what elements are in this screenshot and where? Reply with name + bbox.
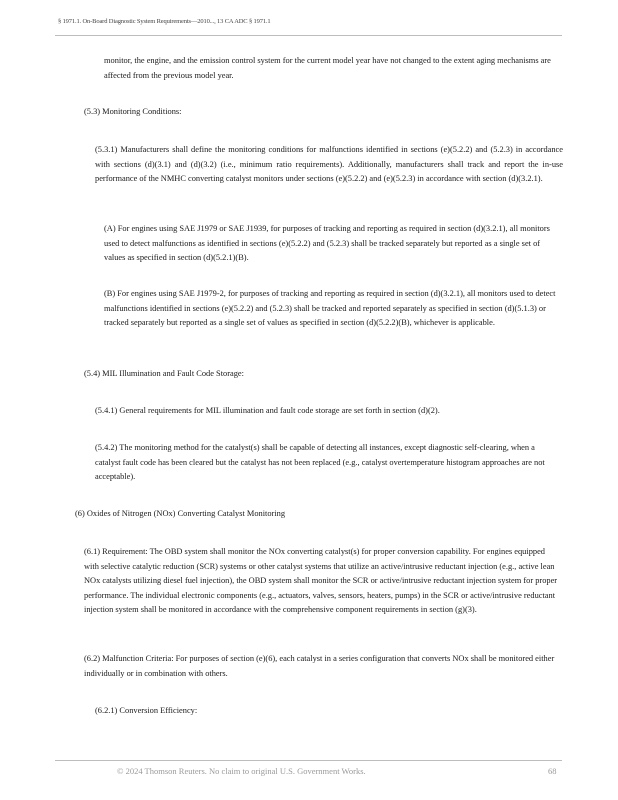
paragraph-continuation: monitor, the engine, and the emission control system for the current model year have not changed to the extent aging mechanisms are affected from the previous model year. [104,56,551,80]
paragraph-5-3-1-a: (A) For engines using SAE J1979 or SAE J1939, for purposes of tracking and reporting as required in section (d)(3.2.1), all monitors used to detect malfunctions as identified in sections (e)(5.2.2) and (5.2.3) shall be tracked separately but reported as a single set of values as specified in section (d)(5.2.1)(B). [104,224,550,263]
heading-5-4-mil-illumination: (5.4) MIL Illumination and Fault Code Storage: [84,369,244,378]
paragraph-6-1: (6.1) Requirement: The OBD system shall monitor the NOx converting catalyst(s) for proper conversion capability. For engines equipped with selective catalytic reduction (SCR) systems or other catalyst systems that utilize an active/intrusive reductant injection (e.g., active lean NOx catalysts utilizing diesel fuel injection), the OBD system shall monitor the SCR or active/intrusive reductant injection system for proper performance. The individual electronic components (e.g., actuators, valves, sensors, heaters, pumps) in the SCR or active/intrusive reductant injection system shall be monitored in accordance with the comprehensive component requirements in section (g)(3). [84,547,558,615]
footer-divider [55,760,562,761]
paragraph-6-2: (6.2) Malfunction Criteria: For purposes of section (e)(6), each catalyst in a series configuration that converts NOx shall be monitored either individually or in combination with others. [84,654,555,678]
paragraph-5-4-1: (5.4.1) General requirements for MIL illumination and fault code storage are set forth in section (d)(2). [95,406,440,415]
footer-copyright: © 2024 Thomson Reuters. No claim to original U.S. Government Works. [117,766,366,776]
paragraph-5-4-2: (5.4.2) The monitoring method for the catalyst(s) shall be capable of detecting all instances, except diagnostic self-clearing, when a catalyst fault code has been cleared but the catalyst has not been replaced (e.g., catalyst overtemperature histogram approaches are not acceptable). [95,443,545,482]
header-divider [55,35,562,36]
page-number: 68 [548,766,557,776]
heading-5-3-monitoring-conditions: (5.3) Monitoring Conditions: [84,107,182,116]
paragraph-5-3-1-b: (B) For engines using SAE J1979-2, for purposes of tracking and reporting as required in section (d)(3.2.1), all monitors used to detect malfunctions identified in sections (e)(5.2.2) and (5.2.3) shall be tracked and reported separately as specified in section (d)(5.1.3) or tracked separately but reported as a single set of values as specified in section (d)(5.2.2)(B), whichever is applicable. [104,289,556,328]
heading-6-nox-catalyst-monitoring: (6) Oxides of Nitrogen (NOx) Converting Catalyst Monitoring [75,509,286,518]
running-header: § 1971.1. On-Board Diagnostic System Requirements—2010..., 13 CA ADC § 1971.1 [58,18,271,25]
heading-6-2-1-conversion-efficiency: (6.2.1) Conversion Efficiency: [95,706,198,715]
paragraph-5-3-1: (5.3.1) Manufacturers shall define the monitoring conditions for malfunctions identified in sections (e)(5.2.2) and (5.2.3) in accordance with sections (d)(3.1) and (d)(3.2) (i.e., minimum ratio requirements). Additionally, manufacturers shall track and report the in-use performance of the NMHC converting catalyst monitors under sections (e)(5.2.2) and (e)(5.2.3) in accordance with section (d)(3.2.1). [95,145,563,184]
